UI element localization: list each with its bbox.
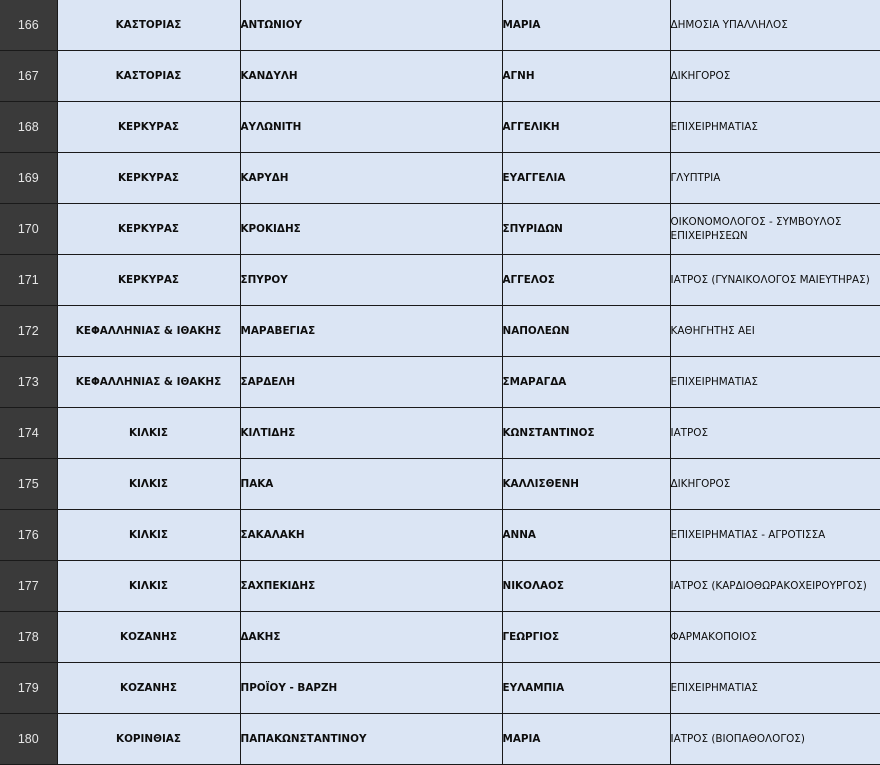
row-number[interactable]: 167	[0, 51, 57, 102]
surname-cell[interactable]: ΣΠΥΡΟΥ	[240, 255, 502, 306]
table-row	[0, 459, 880, 510]
row-number[interactable]: 172	[0, 306, 57, 357]
table-row	[0, 204, 880, 255]
region-cell[interactable]: ΚΙΛΚΙΣ	[57, 561, 240, 612]
surname-cell[interactable]: ΠΑΚΑ	[240, 459, 502, 510]
occupation-cell[interactable]: ΕΠΙΧΕΙΡΗΜΑΤΙΑΣ	[670, 357, 880, 408]
surname-cell[interactable]: ΔΑΚΗΣ	[240, 612, 502, 663]
firstname-cell[interactable]: ΕΥΛΑΜΠΙΑ	[502, 663, 670, 714]
firstname-cell[interactable]: ΓΕΩΡΓΙΟΣ	[502, 612, 670, 663]
table-row	[0, 51, 880, 102]
row-number[interactable]: 180	[0, 714, 57, 765]
row-number[interactable]: 170	[0, 204, 57, 255]
firstname-cell[interactable]: ΑΓΝΗ	[502, 51, 670, 102]
surname-cell[interactable]: ΚΑΝΔΥΛΗ	[240, 51, 502, 102]
row-number[interactable]: 173	[0, 357, 57, 408]
table-row	[0, 612, 880, 663]
table-row	[0, 255, 880, 306]
region-cell[interactable]: ΚΕΡΚΥΡΑΣ	[57, 153, 240, 204]
firstname-cell[interactable]: ΚΩΝΣΤΑΝΤΙΝΟΣ	[502, 408, 670, 459]
surname-cell[interactable]: ΑΥΛΩΝΙΤΗ	[240, 102, 502, 153]
firstname-cell[interactable]: ΣΜΑΡΑΓΔΑ	[502, 357, 670, 408]
surname-cell[interactable]: ΜΑΡΑΒΕΓΙΑΣ	[240, 306, 502, 357]
region-cell[interactable]: ΚΑΣΤΟΡΙΑΣ	[57, 0, 240, 51]
occupation-cell[interactable]: ΔΙΚΗΓΟΡΟΣ	[670, 459, 880, 510]
table-row	[0, 0, 880, 51]
surname-cell[interactable]: ΚΑΡΥΔΗ	[240, 153, 502, 204]
occupation-cell[interactable]: ΕΠΙΧΕΙΡΗΜΑΤΙΑΣ	[670, 663, 880, 714]
row-number[interactable]: 179	[0, 663, 57, 714]
occupation-cell[interactable]: ΙΑΤΡΟΣ (ΒΙΟΠΑΘΟΛΟΓΟΣ)	[670, 714, 880, 765]
table-row	[0, 663, 880, 714]
table-row	[0, 153, 880, 204]
occupation-cell[interactable]: ΙΑΤΡΟΣ	[670, 408, 880, 459]
table-row	[0, 561, 880, 612]
occupation-cell[interactable]: ΔΗΜΟΣΙΑ ΥΠΑΛΛΗΛΟΣ	[670, 0, 880, 51]
row-number[interactable]: 169	[0, 153, 57, 204]
firstname-cell[interactable]: ΝΑΠΟΛΕΩΝ	[502, 306, 670, 357]
region-cell[interactable]: ΚΕΡΚΥΡΑΣ	[57, 204, 240, 255]
firstname-cell[interactable]: ΣΠΥΡΙΔΩΝ	[502, 204, 670, 255]
firstname-cell[interactable]: ΑΓΓΕΛΙΚΗ	[502, 102, 670, 153]
region-cell[interactable]: ΚΕΦΑΛΛΗΝΙΑΣ & ΙΘΑΚΗΣ	[57, 357, 240, 408]
region-cell[interactable]: ΚΟΖΑΝΗΣ	[57, 663, 240, 714]
firstname-cell[interactable]: ΚΑΛΛΙΣΘΕΝΗ	[502, 459, 670, 510]
surname-cell[interactable]: ΣΑΡΔΕΛΗ	[240, 357, 502, 408]
region-cell[interactable]: ΚΑΣΤΟΡΙΑΣ	[57, 51, 240, 102]
firstname-cell[interactable]: ΕΥΑΓΓΕΛΙΑ	[502, 153, 670, 204]
region-cell[interactable]: ΚΕΡΚΥΡΑΣ	[57, 255, 240, 306]
region-cell[interactable]: ΚΕΦΑΛΛΗΝΙΑΣ & ΙΘΑΚΗΣ	[57, 306, 240, 357]
surname-cell[interactable]: ΣΑΧΠΕΚΙΔΗΣ	[240, 561, 502, 612]
table-row	[0, 102, 880, 153]
surname-cell[interactable]: ΣΑΚΑΛΑΚΗ	[240, 510, 502, 561]
firstname-cell[interactable]: ΜΑΡΙΑ	[502, 0, 670, 51]
region-cell[interactable]: ΚΙΛΚΙΣ	[57, 408, 240, 459]
row-number[interactable]: 175	[0, 459, 57, 510]
table-row	[0, 357, 880, 408]
row-number[interactable]: 171	[0, 255, 57, 306]
table-row	[0, 306, 880, 357]
occupation-cell[interactable]: ΔΙΚΗΓΟΡΟΣ	[670, 51, 880, 102]
surname-cell[interactable]: ΠΑΠΑΚΩΝΣΤΑΝΤΙΝΟΥ	[240, 714, 502, 765]
surname-cell[interactable]: ΑΝΤΩΝΙΟΥ	[240, 0, 502, 51]
firstname-cell[interactable]: ΑΓΓΕΛΟΣ	[502, 255, 670, 306]
surname-cell[interactable]: ΚΙΛΤΙΔΗΣ	[240, 408, 502, 459]
table-row	[0, 714, 880, 765]
table-row	[0, 510, 880, 561]
region-cell[interactable]: ΚΕΡΚΥΡΑΣ	[57, 102, 240, 153]
firstname-cell[interactable]: ΜΑΡΙΑ	[502, 714, 670, 765]
region-cell[interactable]: ΚΙΛΚΙΣ	[57, 459, 240, 510]
occupation-cell[interactable]: ΦΑΡΜΑΚΟΠΟΙΟΣ	[670, 612, 880, 663]
firstname-cell[interactable]: ΝΙΚΟΛΑΟΣ	[502, 561, 670, 612]
occupation-cell[interactable]: ΕΠΙΧΕΙΡΗΜΑΤΙΑΣ	[670, 102, 880, 153]
region-cell[interactable]: ΚΙΛΚΙΣ	[57, 510, 240, 561]
row-number[interactable]: 176	[0, 510, 57, 561]
region-cell[interactable]: ΚΟΖΑΝΗΣ	[57, 612, 240, 663]
occupation-cell[interactable]: ΓΛΥΠΤΡΙΑ	[670, 153, 880, 204]
firstname-cell[interactable]: ΑΝΝΑ	[502, 510, 670, 561]
surname-cell[interactable]: ΠΡΟΪΟΥ - ΒΑΡΖΗ	[240, 663, 502, 714]
row-number[interactable]: 177	[0, 561, 57, 612]
row-number[interactable]: 174	[0, 408, 57, 459]
occupation-cell[interactable]: ΕΠΙΧΕΙΡΗΜΑΤΙΑΣ - ΑΓΡΟΤΙΣΣΑ	[670, 510, 880, 561]
region-cell[interactable]: ΚΟΡΙΝΘΙΑΣ	[57, 714, 240, 765]
surname-cell[interactable]: ΚΡΟΚΙΔΗΣ	[240, 204, 502, 255]
row-number[interactable]: 178	[0, 612, 57, 663]
occupation-cell[interactable]: ΟΙΚΟΝΟΜΟΛΟΓΟΣ - ΣΥΜΒΟΥΛΟΣ ΕΠΙΧΕΙΡΗΣΕΩΝ	[670, 204, 880, 255]
row-number[interactable]: 166	[0, 0, 57, 51]
row-number[interactable]: 168	[0, 102, 57, 153]
occupation-cell[interactable]: ΙΑΤΡΟΣ (ΚΑΡΔΙΟΘΩΡΑΚΟΧΕΙΡΟΥΡΓΟΣ)	[670, 561, 880, 612]
table-row	[0, 408, 880, 459]
occupation-cell[interactable]: ΚΑΘΗΓΗΤΗΣ ΑΕΙ	[670, 306, 880, 357]
occupation-cell[interactable]: ΙΑΤΡΟΣ (ΓΥΝΑΙΚΟΛΟΓΟΣ ΜΑΙΕΥΤΗΡΑΣ)	[670, 255, 880, 306]
